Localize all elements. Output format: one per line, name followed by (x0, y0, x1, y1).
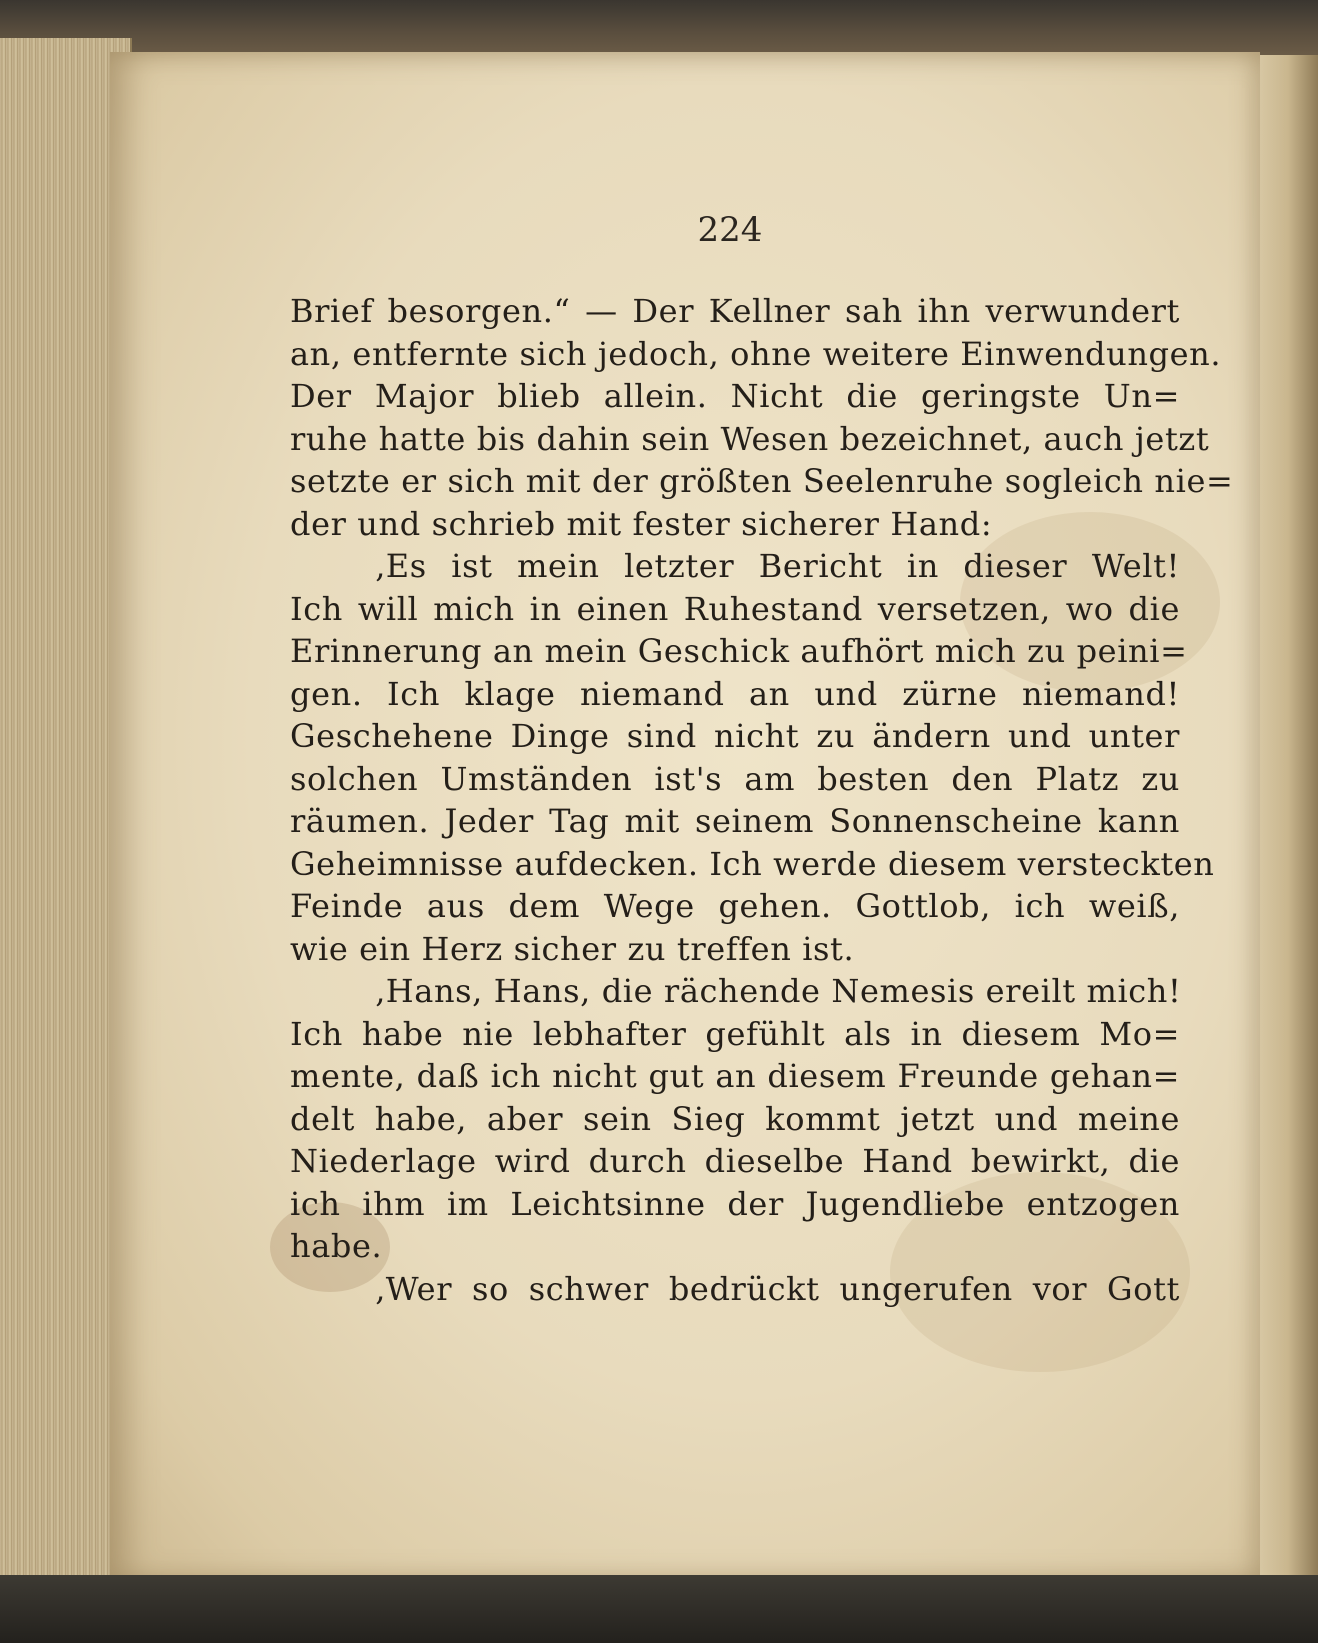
text-line: Ich habe nie lebhafter gefühlt als in diesem Mo= (290, 1014, 1180, 1053)
text-line: Geheimnisse aufdecken. Ich werde diesem versteckten (290, 844, 1215, 883)
text-line: Feinde aus dem Wege gehen. Gottlob, ich weiß, (290, 887, 1180, 925)
text-line: Der Major blieb allein. Nicht die geringste Un= (290, 377, 1180, 415)
text-line: wie ein Herz sicher zu treffen ist. (290, 929, 855, 968)
text-line: Geschehene Dinge sind nicht zu ändern und unter (290, 717, 1180, 755)
text-line: ‚Hans, Hans, die rächende Nemesis ereilt mich! (375, 972, 1182, 1010)
next-leaf-edge (1258, 55, 1318, 1585)
text-line: Erinnerung an mein Geschick aufhört mich zu peini= (290, 632, 1188, 670)
book-cover-top-edge (0, 0, 1318, 60)
page-number: 224 (697, 210, 763, 250)
text-line: ‚Wer so schwer bedrückt ungerufen vor Gott (375, 1269, 1180, 1308)
text-line: ich ihm im Leichtsinne der Jugendliebe entzogen (290, 1184, 1180, 1223)
book-cover-bottom-edge (0, 1575, 1318, 1643)
text-line: Ich will mich in einen Ruhestand versetzen, wo die (290, 589, 1180, 628)
text-line: gen. Ich klage niemand an und zürne niemand! (290, 674, 1180, 713)
text-line: habe. (290, 1227, 383, 1265)
text-line: der und schrieb mit fester sicherer Hand: (290, 504, 993, 543)
text-line: Brief besorgen.“ — Der Kellner sah ihn verwundert (290, 292, 1180, 330)
text-line: ‚Es ist mein letzter Bericht in dieser Welt! (375, 547, 1180, 585)
page-text (290, 290, 1234, 1310)
text-line: Niederlage wird durch dieselbe Hand bewirkt, die (290, 1142, 1180, 1180)
text-line: mente, daß ich nicht gut an diesem Freunde gehan= (290, 1057, 1180, 1095)
text-line: solchen Umständen ist's am besten den Platz zu (290, 759, 1180, 798)
text-line: ruhe hatte bis dahin sein Wesen bezeichnet, auch jetzt (290, 419, 1210, 458)
text-line: delt habe, aber sein Sieg kommt jetzt und meine (290, 1099, 1180, 1138)
text-line: setzte er sich mit der größten Seelenruhe sogleich nie= (290, 462, 1234, 500)
text-line: räumen. Jeder Tag mit seinem Sonnenscheine kann (290, 802, 1180, 840)
text-line: an, entfernte sich jedoch, ohne weitere Einwendungen. (290, 334, 1222, 373)
